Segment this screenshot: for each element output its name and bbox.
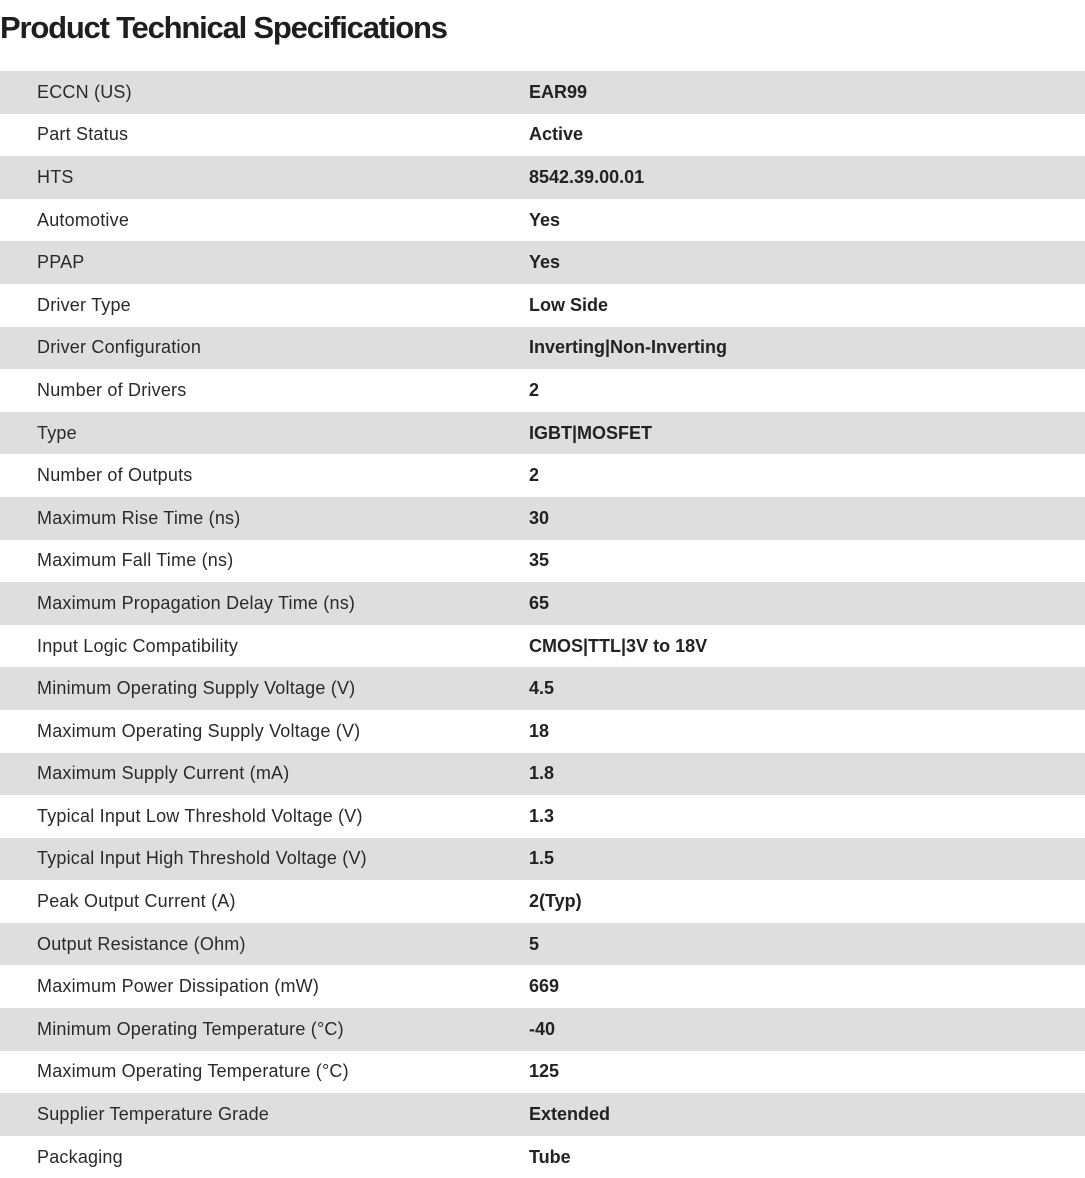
spec-label: Part Status: [37, 124, 129, 145]
spec-value: 2: [529, 379, 540, 400]
spec-value: CMOS|TTL|3V to 18V: [529, 635, 708, 656]
spec-value: 18: [529, 720, 550, 741]
spec-label: Supplier Temperature Grade: [37, 1104, 269, 1125]
spec-label: Maximum Propagation Delay Time (ns): [37, 592, 356, 613]
spec-value: 1.3: [529, 805, 555, 826]
spec-label: Automotive: [37, 209, 130, 230]
spec-label: Driver Type: [37, 294, 131, 315]
spec-value: 125: [529, 1061, 560, 1082]
spec-row-number-of-drivers: [0, 369, 1085, 412]
spec-row-input-high-threshold: [0, 838, 1085, 881]
spec-row-input-logic-compatibility: [0, 625, 1085, 668]
spec-value: Inverting|Non-Inverting: [529, 337, 728, 358]
spec-label: Input Logic Compatibility: [37, 635, 239, 656]
spec-row-automotive: [0, 199, 1085, 242]
spec-value: 1.8: [529, 763, 555, 784]
spec-value: Yes: [529, 209, 561, 230]
spec-label: Packaging: [37, 1146, 123, 1167]
spec-row-max-supply-voltage: [0, 710, 1085, 753]
spec-value: 2: [529, 465, 540, 486]
spec-value: 2(Typ): [529, 891, 582, 912]
spec-label: Type: [37, 422, 77, 443]
spec-row-output-resistance: [0, 923, 1085, 966]
spec-label: Minimum Operating Temperature (°C): [37, 1018, 344, 1039]
spec-value: -40: [529, 1018, 556, 1039]
spec-label: Driver Configuration: [37, 337, 202, 358]
spec-label: Maximum Fall Time (ns): [37, 550, 234, 571]
spec-value: 35: [529, 550, 550, 571]
spec-label: Maximum Rise Time (ns): [37, 507, 241, 528]
spec-value: Extended: [529, 1104, 611, 1125]
spec-table: [0, 71, 1085, 1178]
spec-row-number-of-outputs: [0, 454, 1085, 497]
spec-value: IGBT|MOSFET: [529, 422, 653, 443]
spec-row-input-low-threshold: [0, 795, 1085, 838]
spec-row-driver-type: [0, 284, 1085, 327]
spec-row-eccn: [0, 71, 1085, 114]
spec-label: Peak Output Current (A): [37, 891, 236, 912]
spec-row-max-power-dissipation: [0, 965, 1085, 1008]
spec-row-max-supply-current: [0, 753, 1085, 796]
spec-value: 1.5: [529, 848, 555, 869]
spec-label: Number of Outputs: [37, 465, 193, 486]
spec-value: Tube: [529, 1146, 571, 1167]
spec-label: Minimum Operating Supply Voltage (V): [37, 678, 356, 699]
spec-value: EAR99: [529, 81, 588, 102]
spec-value: 5: [529, 933, 540, 954]
spec-row-part-status: [0, 114, 1085, 157]
spec-label: ECCN (US): [37, 81, 132, 102]
spec-value: 30: [529, 507, 550, 528]
spec-row-max-rise-time: [0, 497, 1085, 540]
spec-row-hts: [0, 156, 1085, 199]
spec-row-max-operating-temperature: [0, 1051, 1085, 1094]
spec-row-peak-output-current: [0, 880, 1085, 923]
spec-value: 4.5: [529, 678, 555, 699]
spec-value: 8542.39.00.01: [529, 166, 645, 187]
spec-value: Yes: [529, 252, 561, 273]
spec-value: Low Side: [529, 294, 609, 315]
spec-label: Maximum Power Dissipation (mW): [37, 976, 320, 997]
page-title: Product Technical Specifications: [0, 10, 447, 45]
spec-label: Maximum Operating Supply Voltage (V): [37, 720, 361, 741]
spec-row-type: [0, 412, 1085, 455]
spec-label: PPAP: [37, 252, 85, 273]
spec-label: Number of Drivers: [37, 379, 187, 400]
spec-label: Maximum Operating Temperature (°C): [37, 1061, 349, 1082]
spec-label: Output Resistance (Ohm): [37, 933, 246, 954]
spec-value: Active: [529, 124, 584, 145]
spec-label: Typical Input Low Threshold Voltage (V): [37, 805, 363, 826]
spec-label: Typical Input High Threshold Voltage (V): [37, 848, 367, 869]
spec-row-ppap: [0, 241, 1085, 284]
spec-label: HTS: [37, 166, 74, 187]
spec-row-max-fall-time: [0, 540, 1085, 583]
spec-label: Maximum Supply Current (mA): [37, 763, 290, 784]
spec-row-min-operating-temperature: [0, 1008, 1085, 1051]
spec-row-supplier-temperature-grade: [0, 1093, 1085, 1136]
spec-row-min-supply-voltage: [0, 667, 1085, 710]
spec-value: 65: [529, 592, 550, 613]
spec-row-max-propagation-delay: [0, 582, 1085, 625]
spec-value: 669: [529, 976, 560, 997]
spec-row-driver-configuration: [0, 327, 1085, 370]
